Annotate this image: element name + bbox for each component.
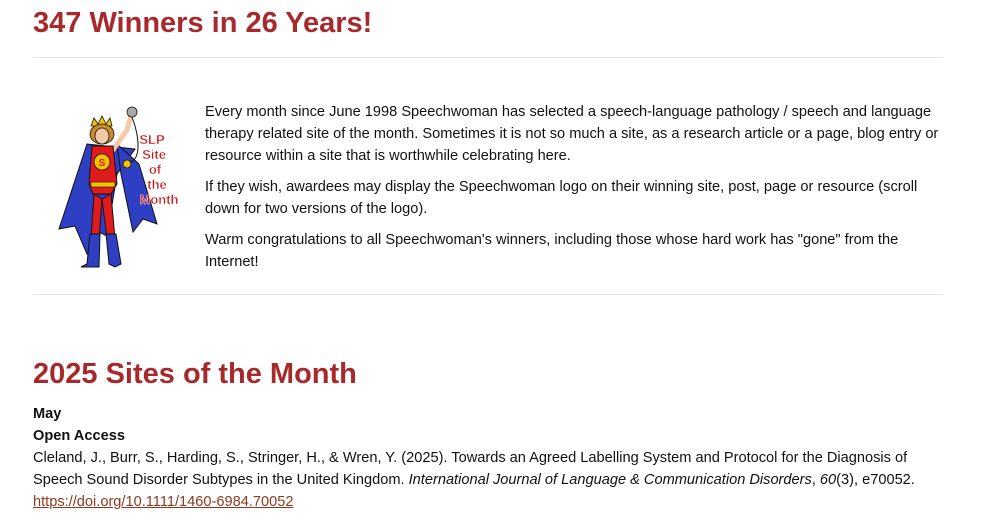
logo-text-3: of	[148, 162, 162, 177]
intro-paragraph: If they wish, awardees may display the Speechwoman logo on their winning site, post, page or resource (scroll down for two versions of the logo).	[205, 179, 918, 217]
citation-text: Cleland, J., Burr, S., Harding, S., Stringer, H., & Wren, Y. (2025). Towards an Agreed Labelling System and Protocol for the Diagnosis of Speech Sound Disorder Subtypes in the United Kingdom.	[33, 450, 908, 488]
logo-text-1: SLP	[139, 132, 165, 147]
entry-access: Open Access	[33, 428, 125, 444]
logo-text-4: the	[147, 177, 167, 192]
intro-text	[205, 101, 945, 282]
citation-sep: ,	[811, 472, 820, 488]
logo-text-2: Site	[142, 147, 166, 162]
intro-paragraph: Every month since June 1998 Speechwoman has selected a speech-language pathology / speech and language therapy related site of the month. Sometimes it is not so much a site, as a research article or a page, blog entry or resource within a site that is worthwhile celebrating here.	[205, 104, 939, 164]
journal-name: International Journal of Language & Communication Disorders	[408, 472, 812, 488]
entry-citation	[33, 450, 915, 510]
doi-link[interactable]: https://doi.org/10.1111/1460-6984.70052	[33, 494, 294, 510]
intro-paragraph: Warm congratulations to all Speechwoman's winners, including those whose hard work has "gone" from the Internet!	[205, 232, 899, 270]
citation-issue: (3), e70052.	[836, 472, 915, 488]
logo-text-5: Month	[139, 192, 179, 207]
divider	[33, 57, 943, 58]
svg-text:S: S	[98, 158, 106, 169]
divider	[33, 294, 943, 295]
entry-month: May	[33, 406, 62, 422]
journal-volume: 60	[819, 472, 837, 488]
site-entry	[33, 403, 945, 513]
section-title: 2025 Sites of the Month	[33, 358, 357, 390]
speechwoman-logo	[47, 104, 179, 270]
page-title: 347 Winners in 26 Years!	[33, 7, 373, 39]
